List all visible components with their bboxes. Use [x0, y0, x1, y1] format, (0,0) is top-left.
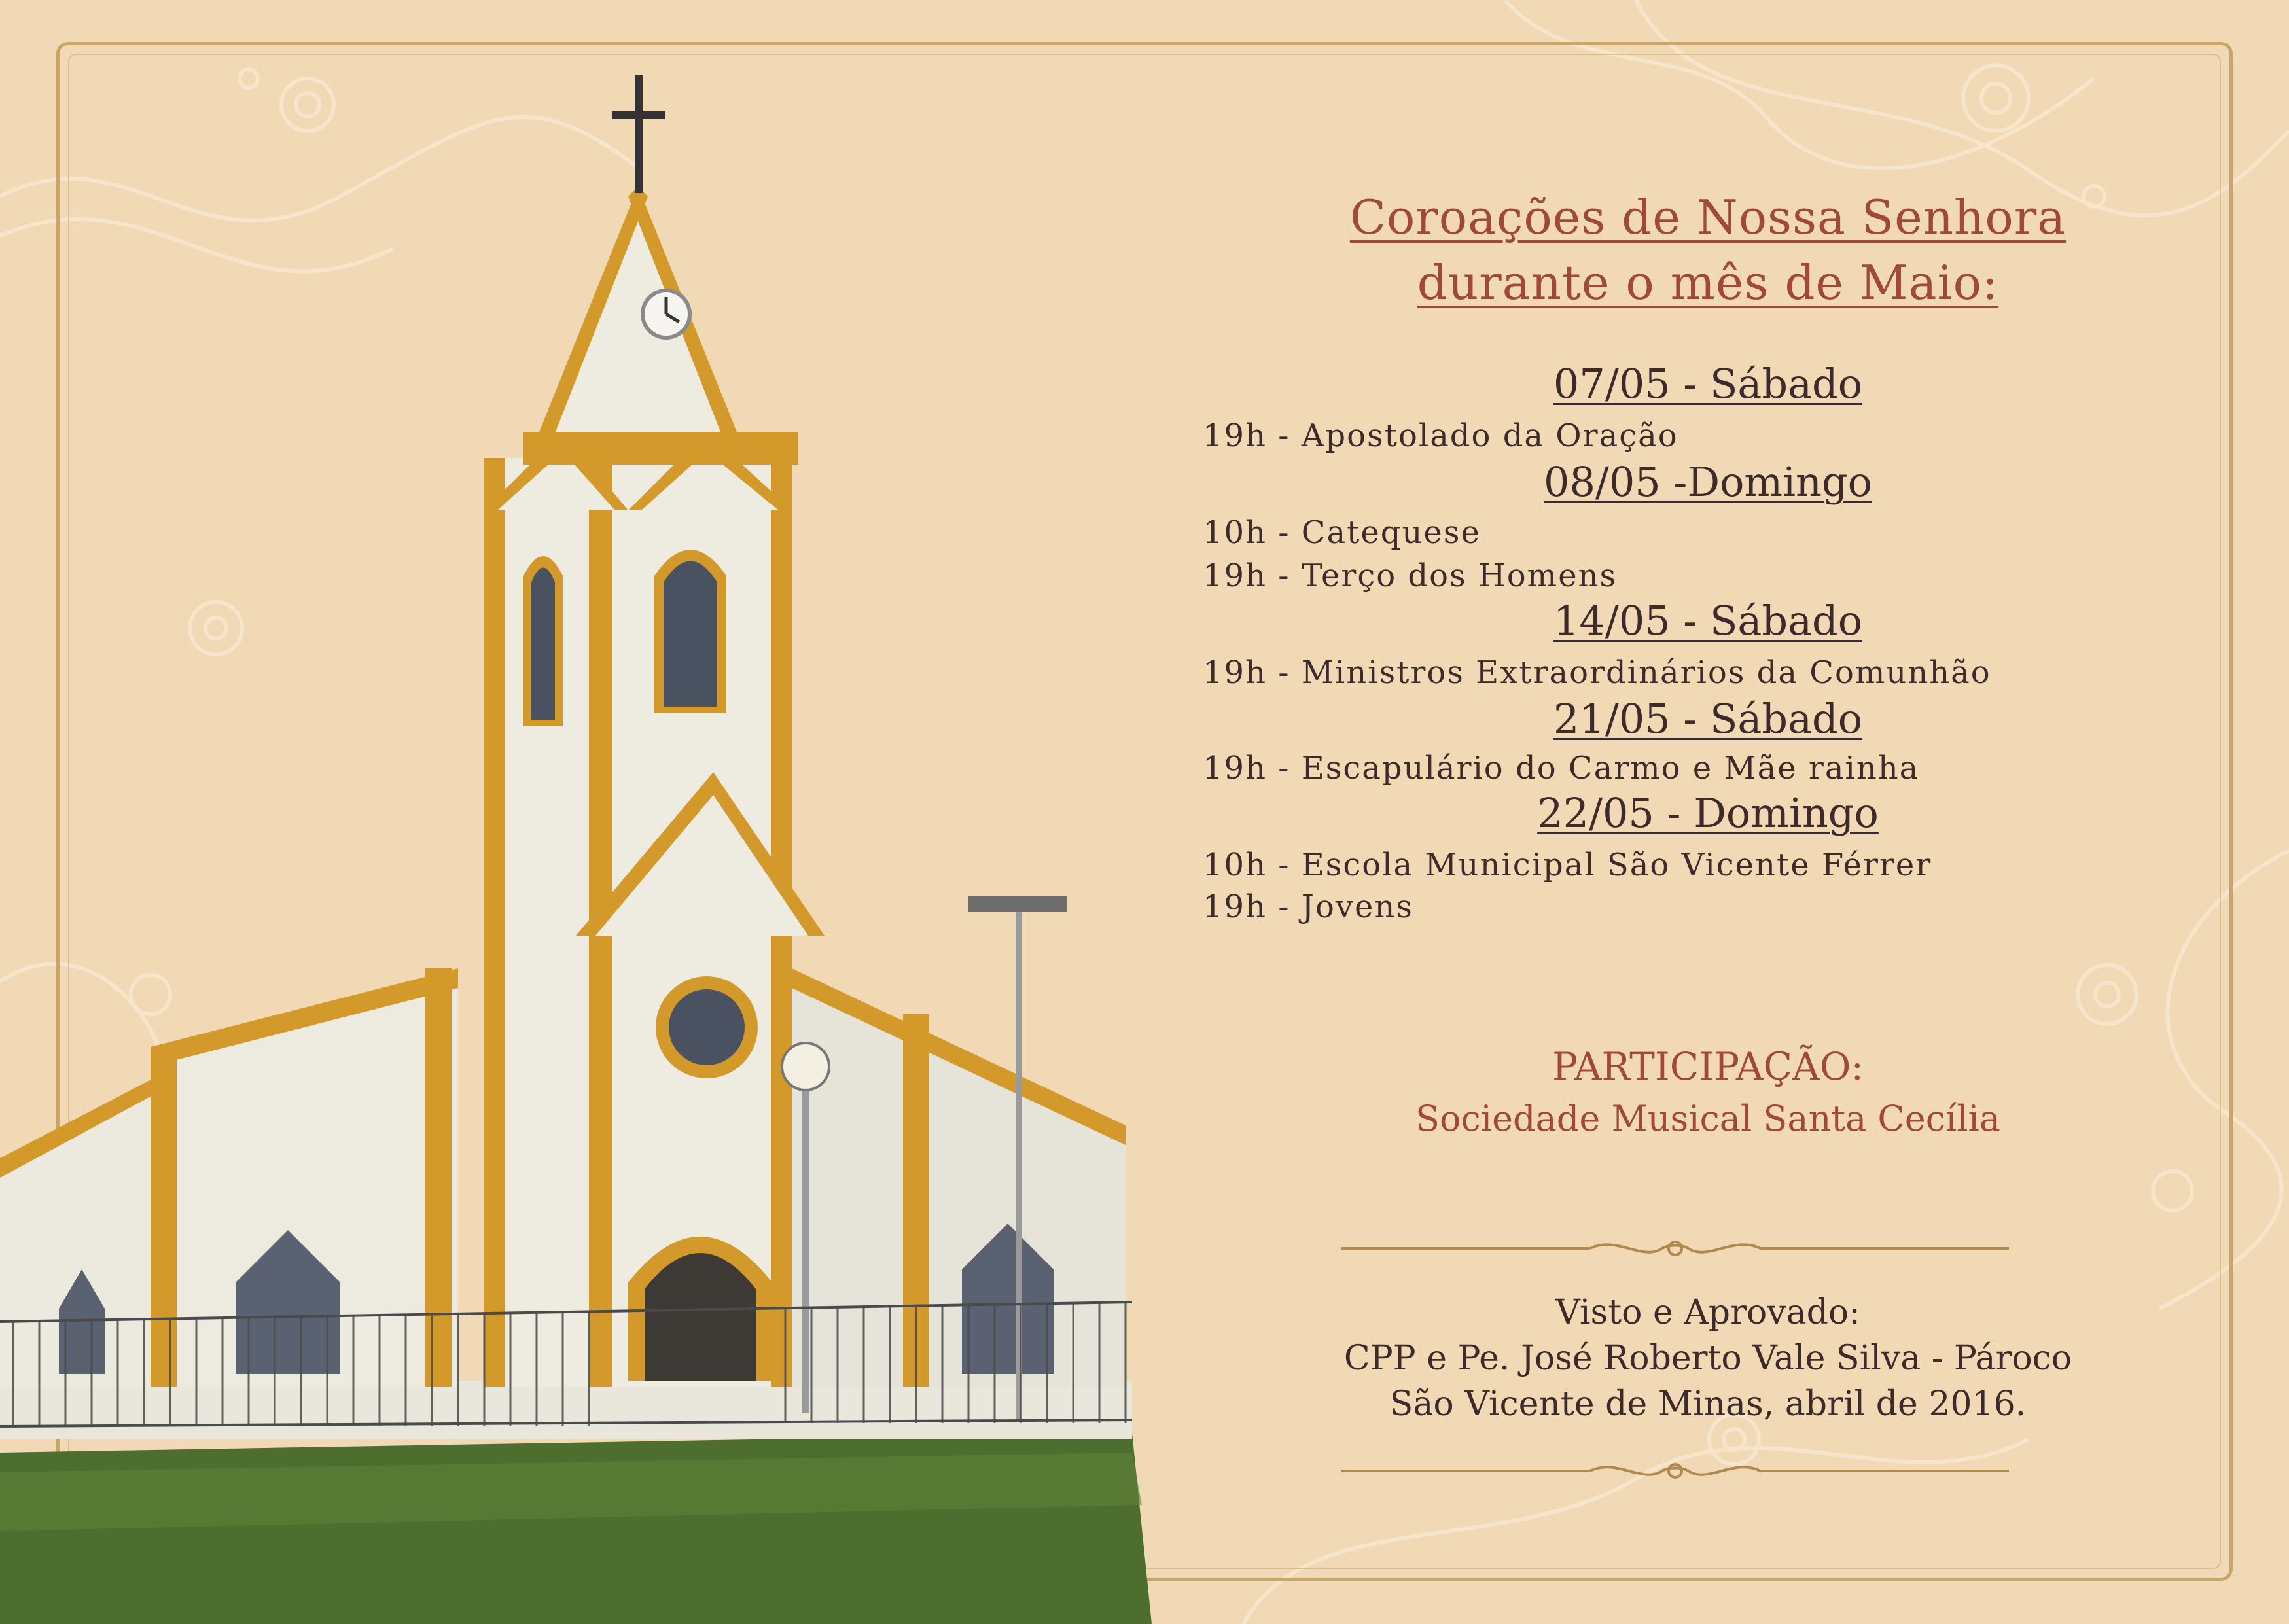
- approval-line-3: São Vicente de Minas, abril de 2016.: [1389, 1385, 2027, 1424]
- date-4: 22/05 - Domingo: [1537, 789, 1879, 837]
- church-illustration: [0, 65, 1152, 1624]
- heading-line-1: Coroações de Nossa Senhora: [1349, 190, 2067, 245]
- participation-label: PARTICIPAÇÃO:: [1552, 1044, 1864, 1089]
- approval-line-2: CPP e Pe. José Roberto Vale Silva - Pároco: [1343, 1339, 2072, 1378]
- event-4-0: 10h - Escola Municipal São Vicente Férrer: [1203, 847, 1932, 883]
- date-0: 07/05 - Sábado: [1553, 360, 1863, 408]
- event-0-0: 19h - Apostolado da Oração: [1203, 417, 1678, 454]
- heading-line-2: durante o mês de Maio:: [1417, 255, 1999, 310]
- date-1: 08/05 -Domingo: [1544, 458, 1872, 506]
- event-1-1: 19h - Terço dos Homens: [1203, 557, 1618, 594]
- date-3: 21/05 - Sábado: [1553, 695, 1863, 743]
- divider-bottom: [1341, 1458, 2009, 1484]
- approval-line-1: Visto e Aprovado:: [1555, 1293, 1860, 1332]
- event-4-1: 19h - Jovens: [1203, 889, 1413, 925]
- divider-top: [1341, 1235, 2009, 1262]
- participation-value: Sociedade Musical Santa Cecília: [1415, 1098, 2000, 1139]
- date-2: 14/05 - Sábado: [1553, 597, 1863, 644]
- event-2-0: 19h - Ministros Extraordinários da Comunhão: [1203, 654, 1991, 691]
- event-1-0: 10h - Catequese: [1203, 514, 1481, 551]
- event-3-0: 19h - Escapulário do Carmo e Mãe rainha: [1203, 750, 1920, 786]
